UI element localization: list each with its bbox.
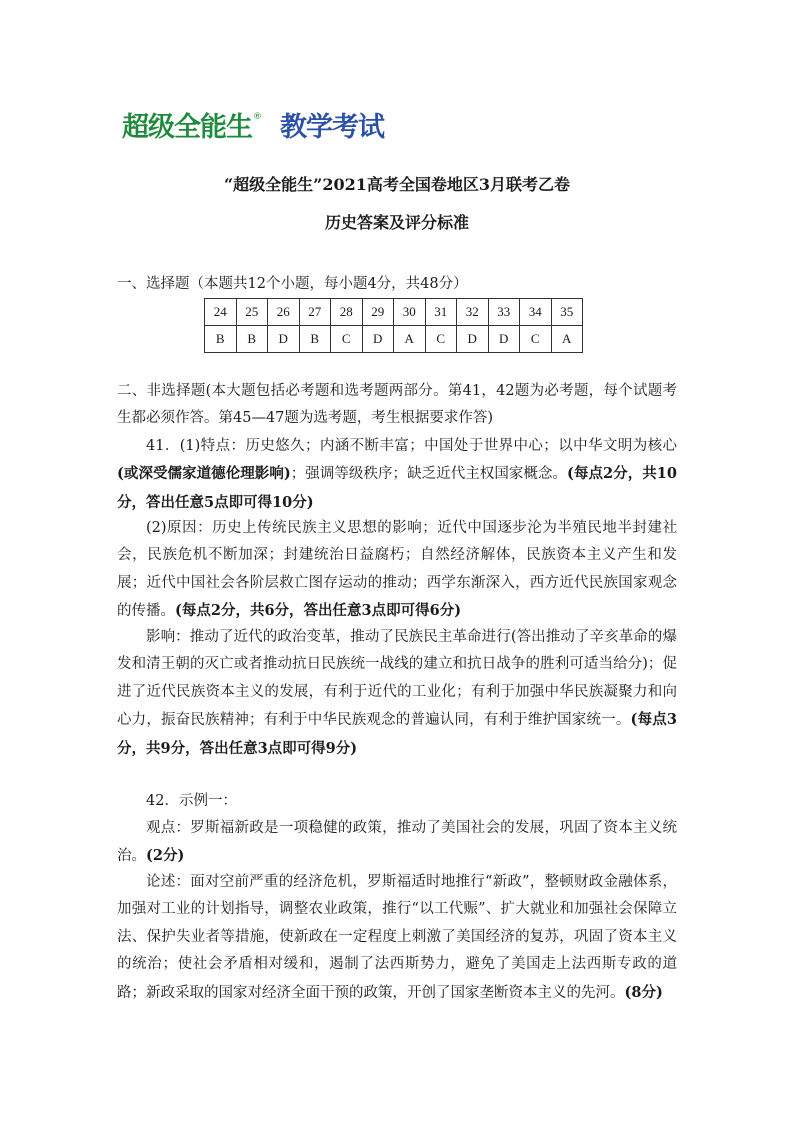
q42-viewpoint-score: (2分) (146, 847, 185, 865)
question-number-cell: 35 (551, 299, 583, 326)
question-number-cell: 34 (520, 299, 552, 326)
question-number-cell: 26 (268, 299, 300, 326)
answer-cell: C (425, 326, 457, 353)
q41-part1-text: 41．(1)特点：历史悠久；内涵不断丰富；中国处于世界中心；以中华文明为核心 (146, 438, 677, 454)
answer-cell: A (551, 326, 583, 353)
registered-mark: ® (253, 112, 262, 122)
q41-part3-text: 影响：推动了近代的政治变革，推动了民族民主革命进行(答出推动了辛亥革命的爆发和清王朝的灭亡或者推动抗日民族统一战线的建立和抗日战争的胜利可适当给分)；促进了近代民族资本主义的发展，有利于近代的工业化；有利于加强中华民族凝聚力和向心力，振奋民族精神；有利于中华民族观念的普遍认同，有利于维护国家统一。 (117, 629, 677, 729)
answer-cell: D (362, 326, 394, 353)
answer-cell: D (457, 326, 489, 353)
q41-part2-answer (117, 515, 677, 626)
brand-logo (122, 110, 384, 146)
logo-tagline-text: 教学考试 (280, 112, 384, 143)
q42-viewpoint-text: 观点：罗斯福新政是一项稳健的政策，推动了美国社会的发展，巩固了资本主义统治。 (117, 820, 677, 865)
question-number-cell: 30 (394, 299, 426, 326)
answer-cell: D (488, 326, 520, 353)
document-title: “超级全能生”2021高考全国卷地区3月联考乙卷 (223, 175, 571, 194)
answer-cell: C (331, 326, 363, 353)
question-number-cell: 31 (425, 299, 457, 326)
question-number-cell: 27 (299, 299, 331, 326)
q41-part1-note: (或深受儒家道德伦理影响) (117, 465, 291, 483)
q41-part2-text: (2)原因：历史上传统民族主义思想的影响；近代中国逐步沦为半殖民地半封建社会，民族危机不断加深；封建统治日益腐朽；自然经济解体，民族资本主义产生和发展；近代中国社会各阶层救亡图存运动的推动；西学东渐深入，西方近代民族国家观念的传播。 (117, 520, 677, 620)
section2-intro: 二、非选择题(本大题包括必考题和选考题两部分。第41，42题为必考题，每个试题考生都必须作答。第45—47题为选考题，考生根据要求作答) (117, 383, 677, 427)
answer-row (205, 326, 583, 353)
question-number-cell: 33 (488, 299, 520, 326)
answer-cell: B (299, 326, 331, 353)
answer-cell: B (205, 326, 237, 353)
q42-argument-score: (8分) (624, 983, 663, 1001)
answer-cell: B (236, 326, 268, 353)
q41-part1-text-cont: ；强调等级秩序；缺乏近代主权国家概念。 (290, 466, 568, 483)
question-number-cell: 29 (362, 299, 394, 326)
q42-argument (117, 869, 677, 1007)
answer-table (204, 298, 583, 353)
answer-cell: C (520, 326, 552, 353)
q41-part3-answer (117, 624, 677, 763)
q41-part3-score: (每点3分，共9分，答出任意3点即可得9分) (117, 711, 677, 757)
question-number-row (205, 299, 583, 326)
question-number-cell: 32 (457, 299, 489, 326)
question-number-cell: 25 (236, 299, 268, 326)
answer-cell: D (268, 326, 300, 353)
answer-cell: A (394, 326, 426, 353)
logo-brand-text: 超级全能生 (122, 112, 252, 143)
q41-part1-answer (117, 433, 677, 517)
question-number-cell: 24 (205, 299, 237, 326)
q41-part2-score: (每点2分，共6分，答出任意3点即可得6分) (175, 602, 462, 620)
q42-argument-text: 论述：面对空前严重的经济危机，罗斯福适时地推行“新政”，整顿财政金融体系，加强对工业的计划指导，调整农业政策，推行“以工代赈”、扩大就业和加强社会保障立法、保护失业者等措施，使新政在一定程度上刺激了美国经济的复苏，巩固了资本主义的统治；使社会矛盾相对缓和，遏制了法西斯势力，避免了美国走上法西斯专政的道路；新政采取的国家对经济全面干预的政策，开创了国家垄断资本主义的先河。 (117, 874, 677, 1001)
question-number-cell: 28 (331, 299, 363, 326)
q42-viewpoint (117, 815, 677, 871)
q41-part1-score: (每点2分，共10分，答出任意5点即可得10分) (117, 465, 677, 511)
document-subtitle: 历史答案及评分标准 (324, 213, 469, 232)
q42-heading: 42．示例一： (146, 793, 237, 809)
section1-heading: 一、选择题（本题共12个小题，每小题4分，共48分） (117, 276, 468, 292)
